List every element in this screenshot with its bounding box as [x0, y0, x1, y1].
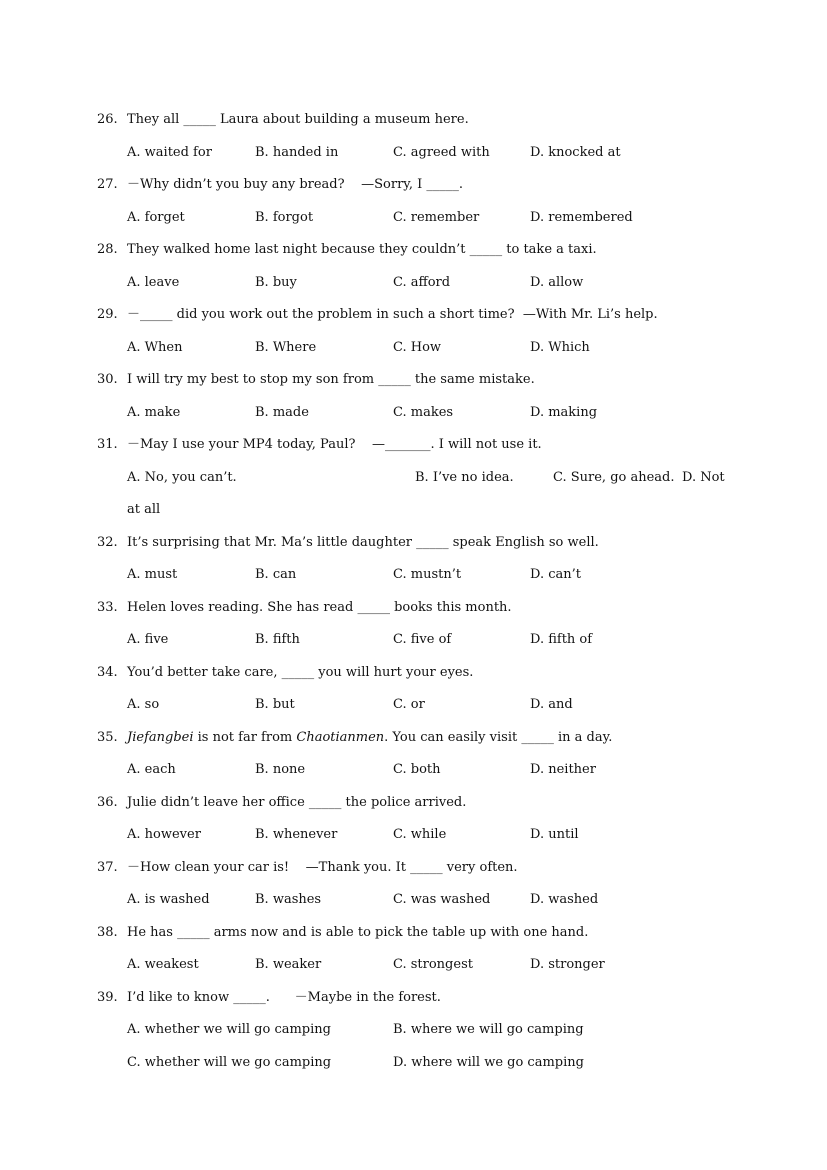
option-c: C. was washed: [393, 892, 491, 907]
option-a: A. waited for: [127, 145, 212, 160]
question-stem: Julie didn’t leave her office _____ the police arrived.: [127, 795, 467, 810]
place-name: Chaotianmen: [296, 730, 385, 745]
option-d: D. until: [530, 827, 579, 842]
question-number: 34.: [97, 665, 118, 680]
option-a: A. make: [127, 405, 181, 420]
question-stem: They all _____ Laura about building a museum here.: [127, 112, 469, 127]
option-c: C. five of: [393, 632, 452, 647]
place-name: Jiefangbei: [127, 730, 194, 745]
option-b: B. whenever: [255, 827, 338, 842]
option-a: A. each: [127, 762, 176, 777]
question-stem: He has _____ arms now and is able to pick the table up with one hand.: [127, 925, 589, 940]
option-d: D. washed: [530, 892, 599, 907]
question-number: 28.: [97, 242, 118, 257]
question-number: 31.: [97, 437, 118, 452]
option-c: C. or: [393, 697, 425, 712]
question-stem: I will try my best to stop my son from _____ the same mistake.: [127, 372, 535, 387]
option-d: D. allow: [530, 275, 584, 290]
option-b: B. fifth: [255, 632, 300, 647]
option-d: D. Which: [530, 340, 590, 355]
question-stem: They walked home last night because they couldn’t _____ to take a taxi.: [127, 242, 597, 257]
question-number: 32.: [97, 535, 118, 550]
option-c: C. mustn’t: [393, 567, 462, 582]
option-b: B. handed in: [255, 145, 339, 160]
option-d-continuation: at all: [127, 502, 161, 517]
option-d: D. remembered: [530, 210, 633, 225]
option-b: B. forgot: [255, 210, 314, 225]
option-a: A. leave: [127, 275, 180, 290]
option-c: C. both: [393, 762, 441, 777]
option-c: C. afford: [393, 275, 451, 290]
question-number: 29.: [97, 307, 118, 322]
question-stem: I’d like to know _____. －Maybe in the forest.: [127, 990, 441, 1005]
option-d: D. neither: [530, 762, 596, 777]
option-c: C. whether will we go camping: [127, 1055, 332, 1070]
question-stem: Helen loves reading. She has read _____ books this month.: [127, 600, 512, 615]
option-a: A. No, you can’t.: [127, 470, 237, 485]
option-b: B. washes: [255, 892, 322, 907]
option-d: D. can’t: [530, 567, 581, 582]
question-stem: －May I use your MP4 today, Paul? —_______. I will not use it.: [127, 437, 542, 452]
option-d: D. and: [530, 697, 573, 712]
question-number: 37.: [97, 860, 118, 875]
option-a: A. When: [127, 340, 183, 355]
option-c: C. Sure, go ahead.: [553, 470, 675, 485]
option-c: C. makes: [393, 405, 454, 420]
stem-text: is not far from: [193, 730, 297, 745]
question-stem: －How clean your car is! —Thank you. It _____ very often.: [127, 860, 518, 875]
option-d: D. making: [530, 405, 598, 420]
option-a: A. forget: [127, 210, 185, 225]
stem-text: . You can easily visit _____ in a day.: [384, 730, 613, 745]
option-d: D. fifth of: [530, 632, 593, 647]
question-number: 33.: [97, 600, 118, 615]
option-c: C. remember: [393, 210, 480, 225]
option-b: B. Where: [255, 340, 317, 355]
option-c: C. agreed with: [393, 145, 490, 160]
option-c: C. How: [393, 340, 442, 355]
option-a: A. five: [127, 632, 169, 647]
option-b: B. but: [255, 697, 295, 712]
question-stem: [127, 731, 612, 744]
question-number: 39.: [97, 990, 118, 1005]
option-a: A. however: [127, 827, 201, 842]
question-stem: －_____ did you work out the problem in such a short time? —With Mr. Li’s help.: [127, 307, 658, 322]
option-d: D. Not: [682, 470, 725, 485]
option-b: B. weaker: [255, 957, 322, 972]
option-d: D. stronger: [530, 957, 605, 972]
option-a: A. weakest: [127, 957, 199, 972]
option-a: A. must: [127, 567, 178, 582]
option-a: A. so: [127, 697, 160, 712]
question-number: 26.: [97, 112, 118, 127]
option-b: B. buy: [255, 275, 297, 290]
option-a: A. is washed: [127, 892, 210, 907]
option-a: A. whether we will go camping: [127, 1022, 331, 1037]
option-c: C. strongest: [393, 957, 473, 972]
question-number: 35.: [97, 730, 118, 745]
question-stem: －Why didn’t you buy any bread? —Sorry, I _____.: [127, 177, 464, 192]
question-number: 27.: [97, 177, 118, 192]
option-d: D. where will we go camping: [393, 1055, 584, 1070]
option-b: B. made: [255, 405, 309, 420]
option-b: B. where we will go camping: [393, 1022, 584, 1037]
option-d: D. knocked at: [530, 145, 621, 160]
option-c: C. while: [393, 827, 447, 842]
option-b: B. can: [255, 567, 297, 582]
question-number: 38.: [97, 925, 118, 940]
option-b: B. none: [255, 762, 306, 777]
question-number: 30.: [97, 372, 118, 387]
question-stem: It’s surprising that Mr. Ma’s little daughter _____ speak English so well.: [127, 535, 599, 550]
question-number: 36.: [97, 795, 118, 810]
question-stem: You’d better take care, _____ you will hurt your eyes.: [127, 665, 474, 680]
option-b: B. I’ve no idea.: [415, 470, 514, 485]
